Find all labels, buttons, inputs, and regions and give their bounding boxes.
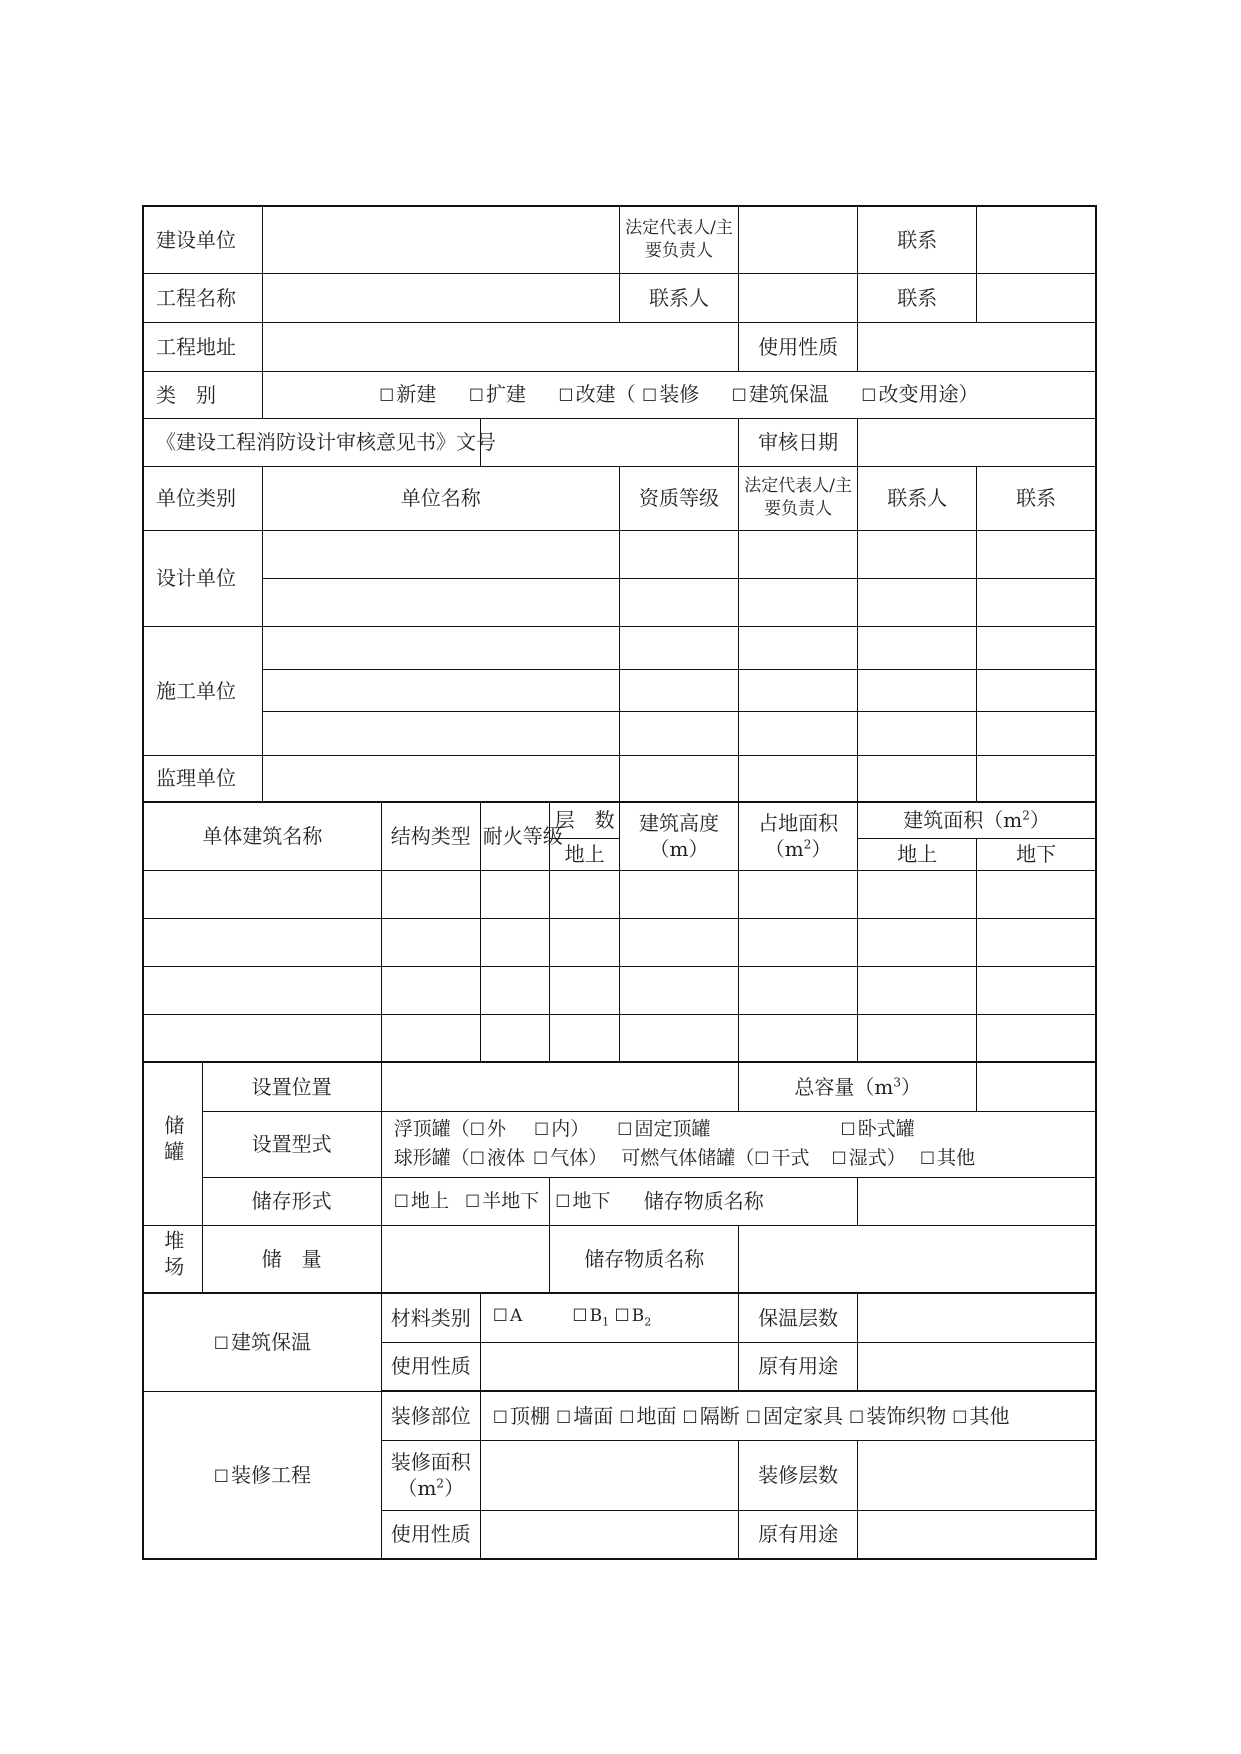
builder-value[interactable] — [262, 206, 619, 273]
insulation-usage-value[interactable] — [480, 1342, 738, 1391]
tank-type-line-2 — [394, 1144, 1091, 1173]
checkbox-icon: ☐ — [641, 386, 658, 407]
decoration-usage-label: 使用性质 — [381, 1510, 480, 1559]
contact-cell[interactable] — [977, 530, 1096, 578]
checkbox-icon[interactable]: ☐ — [617, 1119, 633, 1140]
part-wall: 墙面 — [573, 1403, 614, 1428]
decoration-layers-value[interactable] — [858, 1440, 1096, 1510]
building-name-cell[interactable] — [143, 870, 381, 918]
checkbox-icon[interactable]: ☐ — [555, 1191, 571, 1212]
checkbox-icon: ☐ — [468, 386, 485, 407]
floors-cell[interactable] — [550, 870, 620, 918]
gas-label: 气体） — [550, 1147, 608, 1169]
wet-label: 湿式） — [848, 1147, 906, 1169]
opinion-row — [143, 418, 1096, 466]
opinion-doc-value[interactable] — [480, 418, 738, 466]
project-contact-label: 联系 — [858, 273, 977, 322]
qualification-cell[interactable] — [619, 711, 738, 755]
area-above-cell[interactable] — [858, 1014, 977, 1062]
construction-unit-row — [143, 711, 1096, 755]
option-b1-label: $B_1$ — [589, 1306, 610, 1329]
tank-storage-row — [143, 1177, 1096, 1225]
checkbox-icon[interactable]: ☐ — [492, 1306, 509, 1327]
decoration-layers-label: 装修层数 — [739, 1440, 858, 1510]
form-above-label: 地上 — [410, 1189, 449, 1212]
horizontal-tank-label: 卧式罐 — [857, 1117, 915, 1140]
building-name-cell[interactable] — [143, 966, 381, 1014]
area-above-cell[interactable] — [858, 870, 977, 918]
height-header — [619, 802, 738, 870]
insulation-label[interactable] — [143, 1293, 381, 1391]
unit-name-cell[interactable] — [262, 578, 619, 626]
building-name-cell[interactable] — [143, 1014, 381, 1062]
contact-cell[interactable] — [977, 711, 1096, 755]
yard-quantity-label: 储 量 — [202, 1225, 381, 1293]
checkbox-icon[interactable]: ☐ — [393, 1191, 409, 1212]
decoration-label-text: 装修工程 — [230, 1462, 311, 1487]
project-name-row — [143, 273, 1096, 322]
tank-type-label: 设置型式 — [202, 1111, 381, 1177]
building-row — [143, 966, 1096, 1014]
fixed-roof-label: 固定顶罐 — [634, 1117, 711, 1140]
opinion-doc-label: 《建设工程消防设计审核意见书》文号 — [143, 418, 480, 466]
checkbox-icon: ☐ — [861, 386, 877, 407]
area-above-cell[interactable] — [858, 918, 977, 966]
checkbox-icon[interactable]: ☐ — [469, 1119, 485, 1140]
qualification-cell[interactable] — [619, 755, 738, 802]
decoration-area-value[interactable] — [480, 1440, 738, 1510]
qualification-cell[interactable] — [619, 669, 738, 711]
area-below-cell[interactable] — [977, 1014, 1096, 1062]
checkbox-icon[interactable]: ☐ — [614, 1306, 630, 1327]
decoration-parts-row — [143, 1391, 1096, 1440]
form-below-label: 地下 — [572, 1189, 611, 1212]
contact-cell[interactable] — [977, 669, 1096, 711]
option-rebuild-label: 改建（ — [575, 382, 636, 407]
height-cell[interactable] — [619, 870, 738, 918]
unit-name-cell[interactable] — [262, 755, 619, 802]
qualification-cell[interactable] — [619, 578, 738, 626]
footprint-cell[interactable] — [739, 1014, 858, 1062]
insulation-usage-label: 使用性质 — [381, 1342, 480, 1391]
checkbox-icon[interactable]: ☐ — [464, 1191, 481, 1212]
fire-rating-header: 耐火等级 — [480, 802, 550, 870]
checkbox-icon[interactable]: ☐ — [533, 1149, 549, 1169]
building-name-header: 单体建筑名称 — [143, 802, 381, 870]
checkbox-icon: ☐ — [379, 386, 395, 407]
insulation-layers-label: 保温层数 — [739, 1293, 858, 1342]
fire-rating-cell[interactable] — [480, 870, 550, 918]
option-rebuild[interactable] — [558, 382, 635, 406]
dry-label: 干式 — [771, 1147, 810, 1169]
structure-cell[interactable] — [381, 966, 480, 1014]
contact-person-cell[interactable] — [858, 530, 977, 578]
checkbox-icon[interactable]: ☐ — [952, 1407, 968, 1428]
floors-cell[interactable] — [550, 918, 620, 966]
category-row — [143, 371, 1096, 418]
option-expand[interactable] — [469, 382, 526, 406]
fire-design-review-form — [142, 205, 1097, 1560]
project-contact-person-label: 联系人 — [619, 273, 738, 322]
decoration-area-label-text: 装修面积 — [390, 1450, 471, 1474]
storage-form-label: 储存形式 — [202, 1177, 381, 1225]
area-above-cell[interactable] — [858, 966, 977, 1014]
footprint-cell[interactable] — [739, 918, 858, 966]
review-date-label: 审核日期 — [739, 418, 858, 466]
option-a-label: A — [510, 1306, 523, 1327]
tank-type-row — [143, 1111, 1096, 1177]
option-new-label: 新建 — [396, 382, 437, 407]
contact-person-cell[interactable] — [858, 711, 977, 755]
contact-person-cell[interactable] — [858, 578, 977, 626]
fire-rating-cell[interactable] — [480, 1014, 550, 1062]
part-textile: 装饰织物 — [866, 1403, 947, 1428]
contact-cell[interactable] — [977, 578, 1096, 626]
floors-above-header: 地上 — [550, 838, 620, 870]
tank-capacity-label: 总容量$(m^3)$ — [739, 1062, 977, 1111]
decoration-original-use-value[interactable] — [858, 1510, 1096, 1559]
structure-cell[interactable] — [381, 870, 480, 918]
checkbox-icon[interactable]: ☐ — [919, 1149, 936, 1169]
structure-header: 结构类型 — [381, 802, 480, 870]
combustible-gas-label: 可燃气体储罐（ — [621, 1147, 755, 1169]
legal-rep-cell[interactable] — [739, 626, 858, 669]
height-cell[interactable] — [619, 966, 738, 1014]
part-floor: 地面 — [636, 1403, 677, 1428]
checkbox-icon[interactable]: ☐ — [556, 1407, 572, 1428]
checkbox-icon: ☐ — [213, 1466, 229, 1487]
category-options — [262, 371, 1096, 418]
contact-cell[interactable] — [977, 626, 1096, 669]
tank-type-options — [381, 1111, 1096, 1177]
footprint-header-unit: $(m^2)$ — [764, 837, 832, 862]
structure-cell[interactable] — [381, 918, 480, 966]
fire-rating-cell[interactable] — [480, 918, 550, 966]
height-cell[interactable] — [619, 918, 738, 966]
contact-header: 联系 — [977, 466, 1096, 530]
yard-material-value[interactable] — [739, 1225, 1096, 1293]
area-below-cell[interactable] — [977, 870, 1096, 918]
tank-material-value[interactable] — [858, 1177, 1096, 1225]
checkbox-icon: ☐ — [213, 1334, 229, 1355]
review-date-value[interactable] — [858, 418, 1096, 466]
inner-label: 内） — [551, 1117, 590, 1140]
tank-location-row — [143, 1062, 1096, 1111]
checkbox-icon: ☐ — [558, 386, 574, 407]
option-b2-label: $B_2$ — [631, 1306, 652, 1329]
unit-name-cell[interactable] — [262, 711, 619, 755]
project-name-label: 工程名称 — [143, 273, 262, 322]
checkbox-icon[interactable]: ☐ — [745, 1407, 762, 1428]
area-below-cell[interactable] — [977, 918, 1096, 966]
insulation-label-text: 建筑保温 — [230, 1330, 311, 1355]
tank-material-label: 储存物质名称 — [550, 1177, 858, 1225]
unit-type-header: 单位类别 — [143, 466, 262, 530]
unit-name-cell[interactable] — [262, 626, 619, 669]
supervision-unit-label: 监理单位 — [143, 755, 262, 802]
area-above-header: 地上 — [858, 838, 977, 870]
decoration-label[interactable] — [143, 1391, 381, 1559]
qualification-cell[interactable] — [619, 530, 738, 578]
floors-header-main: 层 数 — [550, 802, 620, 838]
decoration-area-unit: $(m^2)$ — [397, 1476, 465, 1500]
fire-rating-cell[interactable] — [480, 966, 550, 1014]
other-label: 其他 — [937, 1147, 976, 1169]
area-below-cell[interactable] — [977, 966, 1096, 1014]
checkbox-icon[interactable]: ☐ — [619, 1407, 635, 1428]
material-type-options — [480, 1293, 738, 1342]
height-header-unit: （m） — [649, 837, 709, 862]
decoration-area-label — [381, 1440, 480, 1510]
unit-name-cell[interactable] — [262, 669, 619, 711]
decoration-original-use-label: 原有用途 — [739, 1510, 858, 1559]
contact-cell[interactable] — [977, 755, 1096, 802]
building-row — [143, 1014, 1096, 1062]
design-unit-row — [143, 578, 1096, 626]
area-header: 建筑面积$(m^2)$ — [858, 802, 1096, 838]
legal-rep-cell[interactable] — [739, 530, 858, 578]
yard-label: 堆场 — [143, 1225, 202, 1293]
construction-unit-label: 施工单位 — [143, 626, 262, 755]
building-header-row — [143, 802, 1096, 838]
checkbox-icon[interactable]: ☐ — [754, 1149, 770, 1169]
option-new[interactable] — [379, 382, 436, 406]
insulation-original-use-label: 原有用途 — [739, 1342, 858, 1391]
qualification-cell[interactable] — [619, 626, 738, 669]
part-other: 其他 — [969, 1403, 1010, 1428]
checkbox-icon: ☐ — [731, 386, 747, 407]
checkbox-icon[interactable]: ☐ — [840, 1119, 856, 1140]
footprint-header — [739, 802, 858, 870]
project-name-value[interactable] — [262, 273, 619, 322]
storage-form-options — [381, 1177, 611, 1225]
contact-person-header: 联系人 — [858, 466, 977, 530]
footprint-cell[interactable] — [739, 966, 858, 1014]
project-contact-person-value[interactable] — [739, 273, 858, 322]
option-insulation[interactable] — [732, 382, 829, 406]
builder-legal-rep-label: 法定代表人/主要负责人 — [619, 206, 738, 273]
floors-cell[interactable] — [550, 1014, 620, 1062]
option-decorate-label: 装修 — [659, 382, 700, 407]
design-unit-row — [143, 530, 1096, 578]
project-address-row — [143, 322, 1096, 371]
floors-cell[interactable] — [550, 966, 620, 1014]
area-below-header: 地下 — [977, 838, 1096, 870]
usage-label: 使用性质 — [739, 322, 858, 371]
contact-person-cell[interactable] — [858, 755, 977, 802]
construction-unit-row — [143, 626, 1096, 669]
liquid-label: 液体 — [486, 1147, 525, 1169]
checkbox-icon[interactable]: ☐ — [469, 1149, 485, 1169]
decoration-parts-options — [480, 1391, 1096, 1440]
decoration-usage-value[interactable] — [480, 1510, 738, 1559]
decoration-parts-label: 装修部位 — [381, 1391, 480, 1440]
builder-contact-value[interactable] — [977, 206, 1096, 273]
usage-value[interactable] — [858, 322, 1096, 371]
legal-rep-cell[interactable] — [739, 711, 858, 755]
yard-row — [143, 1225, 1096, 1293]
checkbox-icon[interactable]: ☐ — [492, 1407, 509, 1428]
design-unit-label: 设计单位 — [143, 530, 262, 626]
part-partition: 隔断 — [699, 1403, 740, 1428]
spherical-tank-label: 球形罐（ — [393, 1147, 470, 1169]
project-address-value[interactable] — [262, 322, 738, 371]
construction-unit-row — [143, 669, 1096, 711]
tank-label: 储罐 — [143, 1062, 202, 1225]
tank-type-line-1 — [394, 1115, 1091, 1144]
checkbox-icon[interactable]: ☐ — [831, 1149, 847, 1169]
floating-roof-label: 浮顶罐（ — [393, 1117, 470, 1140]
part-furniture: 固定家具 — [763, 1403, 844, 1428]
checkbox-icon[interactable]: ☐ — [682, 1407, 698, 1428]
building-row — [143, 870, 1096, 918]
footprint-cell[interactable] — [739, 870, 858, 918]
option-change-use[interactable] — [861, 382, 978, 406]
contact-person-cell[interactable] — [858, 626, 977, 669]
checkbox-icon[interactable]: ☐ — [849, 1407, 865, 1428]
project-contact-value[interactable] — [977, 273, 1096, 322]
insulation-original-use-value[interactable] — [858, 1342, 1096, 1391]
builder-contact-label: 联系 — [858, 206, 977, 273]
part-ceiling: 顶棚 — [510, 1403, 551, 1428]
qualification-header: 资质等级 — [619, 466, 738, 530]
builder-legal-rep-value[interactable] — [739, 206, 858, 273]
option-insulation-label: 建筑保温 — [748, 382, 829, 407]
structure-cell[interactable] — [381, 1014, 480, 1062]
checkbox-icon[interactable]: ☐ — [534, 1119, 550, 1140]
builder-row — [143, 206, 1096, 273]
option-decorate[interactable] — [642, 382, 699, 406]
height-header-label: 建筑高度 — [638, 811, 719, 836]
insulation-material-row — [143, 1293, 1096, 1342]
legal-rep-cell[interactable] — [739, 755, 858, 802]
unit-name-header: 单位名称 — [262, 466, 619, 530]
tank-location-label: 设置位置 — [202, 1062, 381, 1111]
contact-person-cell[interactable] — [858, 669, 977, 711]
material-type-label: 材料类别 — [381, 1293, 480, 1342]
outer-label: 外 — [486, 1117, 506, 1140]
yard-material-label: 储存物质名称 — [550, 1225, 739, 1293]
building-name-cell[interactable] — [143, 918, 381, 966]
height-cell[interactable] — [619, 1014, 738, 1062]
builder-label: 建设单位 — [143, 206, 262, 273]
option-change-use-label: 改变用途） — [878, 382, 979, 407]
yard-quantity-value[interactable] — [381, 1225, 550, 1293]
legal-rep-cell[interactable] — [739, 669, 858, 711]
unit-name-cell[interactable] — [262, 530, 619, 578]
tank-capacity-value[interactable] — [977, 1062, 1096, 1111]
unit-header-row — [143, 466, 1096, 530]
project-address-label: 工程地址 — [143, 322, 262, 371]
category-label: 类 别 — [143, 371, 262, 418]
footprint-header-label: 占地面积 — [758, 811, 839, 836]
option-expand-label: 扩建 — [486, 382, 527, 407]
checkbox-icon[interactable]: ☐ — [572, 1306, 588, 1327]
supervision-unit-row — [143, 755, 1096, 802]
insulation-layers-value[interactable] — [858, 1293, 1096, 1342]
building-row — [143, 918, 1096, 966]
form-semi-label: 半地下 — [482, 1189, 540, 1212]
tank-location-value[interactable] — [381, 1062, 738, 1111]
legal-rep-cell[interactable] — [739, 578, 858, 626]
legal-rep-header: 法定代表人/主要负责人 — [739, 466, 858, 530]
